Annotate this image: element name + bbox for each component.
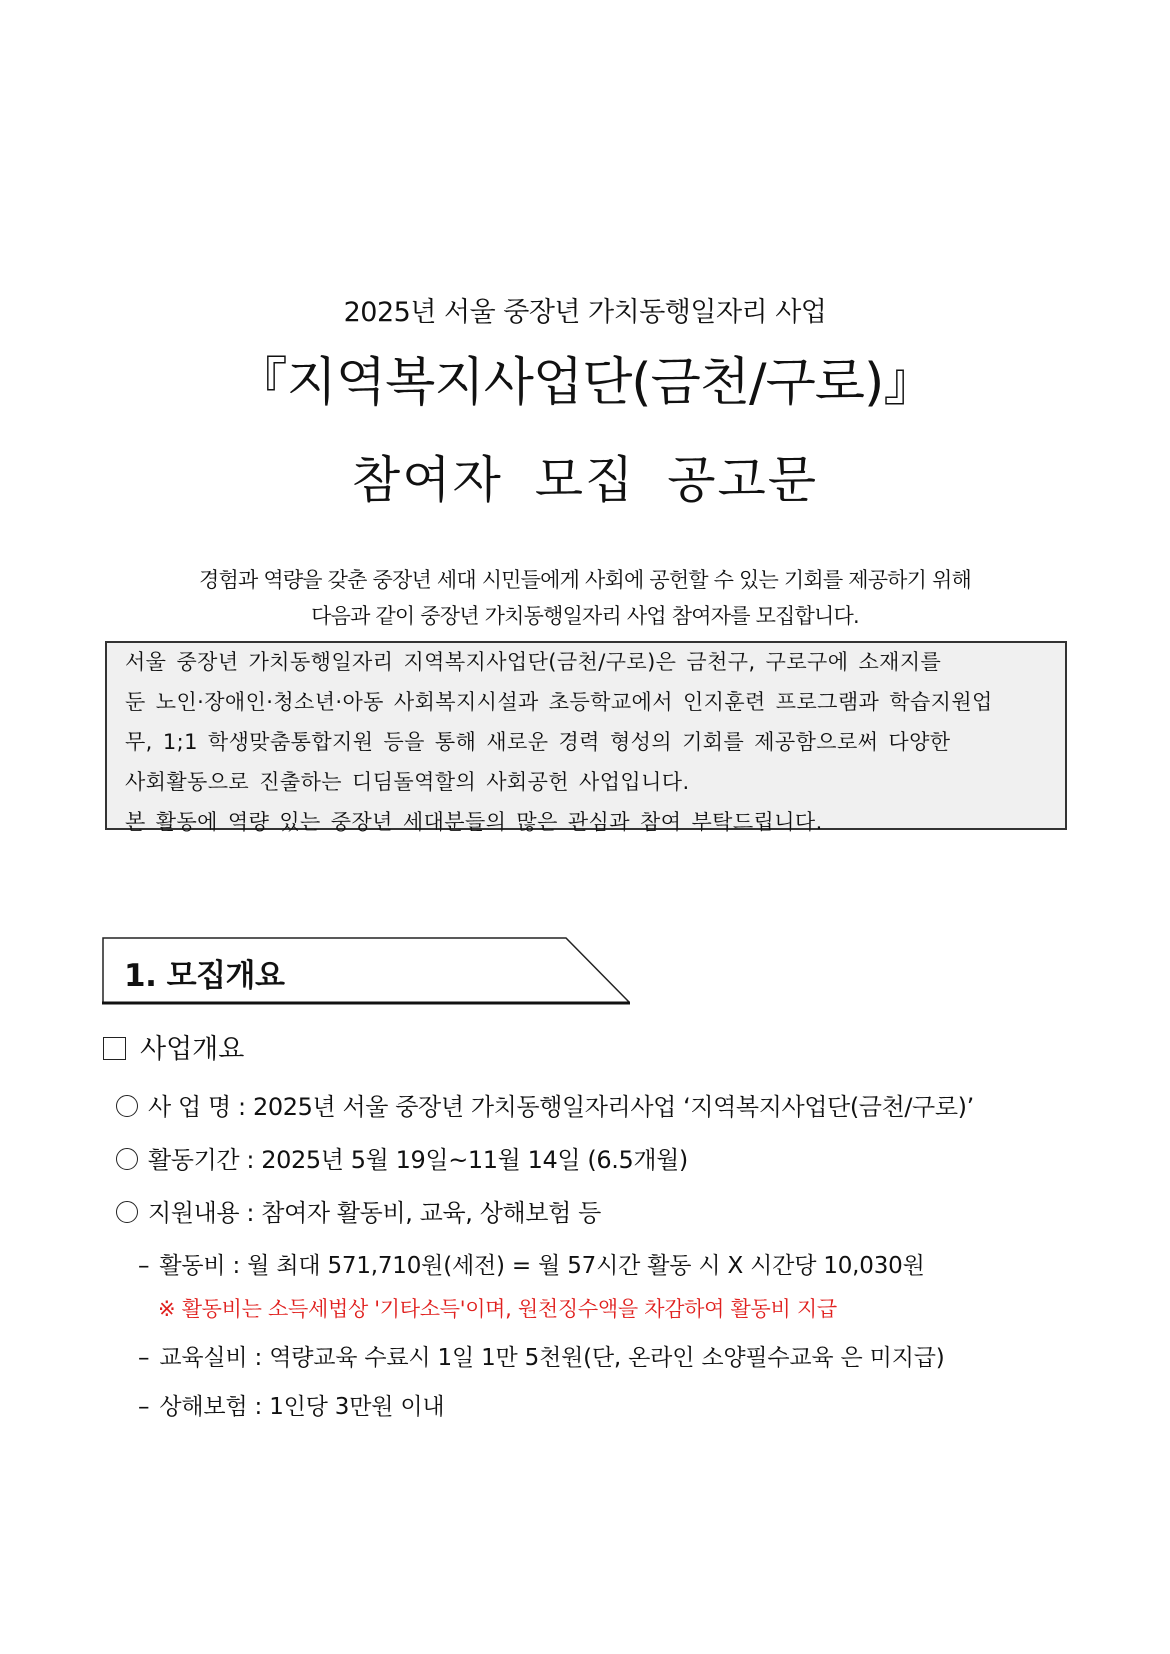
circle-bullet-icon [116, 1201, 138, 1223]
detail-value: 월 최대 571,710원(세전) = 월 57시간 활동 시 X 시간당 10,030원 [247, 1253, 925, 1279]
detail-value: 1인당 3만원 이내 [269, 1394, 445, 1420]
circle-bullet-icon [116, 1095, 138, 1117]
detail-label: 교육실비 [159, 1345, 248, 1371]
list-item [116, 1087, 974, 1122]
circle-bullet-icon [116, 1148, 138, 1170]
tax-note [158, 1293, 837, 1323]
notice-line: 둔 노인·장애인·청소년·아동 사회복지시설과 초등학교에서 인지훈련 프로그램과 학습지원업 [125, 690, 993, 714]
section-title: 1. 모집개요 [124, 958, 285, 994]
square-bullet-icon [103, 1037, 126, 1060]
item-value: 2025년 5월 19일~11월 14일 (6.5개월) [261, 1146, 688, 1174]
intro-line-2: 다음과 같이 중장년 가치동행일자리 사업 참여자를 모집합니다. [311, 604, 859, 628]
notice-line: 무, 1;1 학생맞춤통합지원 등을 통해 새로운 경력 형성의 기회를 제공함으로써 다양한 [125, 730, 951, 754]
detail-item [138, 1247, 925, 1280]
dash-bullet: – [138, 1253, 150, 1279]
list-item [116, 1140, 688, 1175]
detail-value: 역량교육 수료시 1일 1만 5천원(단, 온라인 소양필수교육 은 미지급) [269, 1345, 945, 1371]
subsection-heading [103, 1027, 244, 1066]
list-item [116, 1193, 601, 1228]
item-label: 사 업 명 [148, 1093, 231, 1121]
item-label: 활동기간 [148, 1146, 240, 1174]
detail-item [138, 1388, 444, 1421]
separator: : [238, 1093, 246, 1121]
reference-mark-icon: ※ [158, 1297, 176, 1321]
notice-line: 본 활동에 역량 있는 중장년 세대분들의 많은 관심과 참여 부탁드립니다. [125, 810, 823, 834]
detail-label: 활동비 [159, 1253, 226, 1279]
notice-box [105, 641, 1067, 834]
item-label: 지원내용 [148, 1199, 240, 1227]
notice-line: 서울 중장년 가치동행일자리 지역복지사업단(금천/구로)은 금천구, 구로구에 소재지를 [125, 650, 942, 674]
document-subtitle: 2025년 서울 중장년 가치동행일자리 사업 [343, 297, 827, 328]
separator: : [254, 1394, 263, 1420]
item-value: 참여자 활동비, 교육, 상해보험 등 [261, 1199, 601, 1227]
dash-bullet: – [138, 1394, 150, 1420]
document-title: 『지역복지사업단(금천/구로)』 [235, 353, 935, 413]
note-text: 활동비는 소득세법상 '기타소득'이며, 원천징수액을 차감하여 활동비 지급 [181, 1297, 837, 1321]
detail-label: 상해보험 [159, 1394, 248, 1420]
intro-line-1: 경험과 역량을 갖춘 중장년 세대 시민들에게 사회에 공헌할 수 있는 기회를 제공하기 위해 [199, 568, 971, 592]
separator: : [246, 1199, 255, 1227]
notice-line: 사회활동으로 진출하는 디딤돌역할의 사회공헌 사업입니다. [125, 770, 690, 794]
separator: : [232, 1253, 241, 1279]
item-value: 2025년 서울 중장년 가치동행일자리사업 ‘지역복지사업단(금천/구로)’ [252, 1093, 974, 1121]
dash-bullet: – [138, 1345, 150, 1371]
section-header [102, 936, 632, 1006]
detail-item [138, 1339, 945, 1372]
subsection-title: 사업개요 [140, 1034, 245, 1065]
separator: : [254, 1345, 263, 1371]
notice-title: 참여자 모집 공고문 [351, 451, 819, 509]
separator: : [246, 1146, 255, 1174]
